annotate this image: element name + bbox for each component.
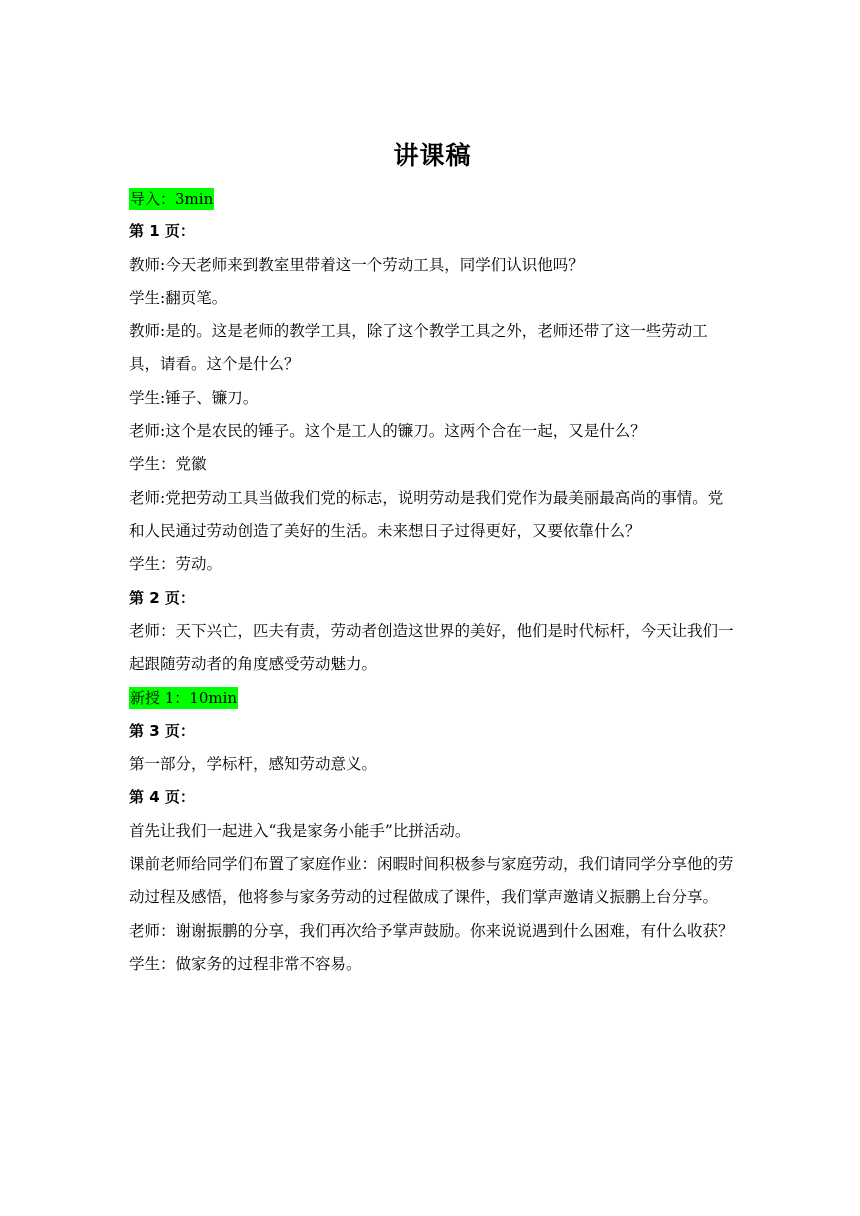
page-heading: 第 4 页： xyxy=(129,788,195,807)
document-title: 讲课稿 xyxy=(393,141,472,170)
dialogue-line: 学生：做家务的过程非常不容易。 xyxy=(129,954,362,973)
dialogue-line: 学生：劳动。 xyxy=(129,555,223,574)
page-heading: 第 2 页： xyxy=(129,588,195,607)
page-heading: 第 3 页： xyxy=(129,721,195,740)
dialogue-line: 学生:锤子、镰刀。 xyxy=(129,388,259,407)
highlighted-section-label: 导入：3min xyxy=(130,189,214,208)
page-heading: 第 1 页： xyxy=(129,222,195,241)
dialogue-line: 课前老师给同学们布置了家庭作业：闲暇时间积极参与家庭劳动，我们请同学分享他的劳动过程及感悟，他将参与家务劳动的过程做成了课件，我们掌声邀请义振鹏上台分享。 xyxy=(129,854,734,907)
dialogue-line: 老师：天下兴亡，匹夫有责，劳动者创造这世界的美好，他们是时代标杆，今天让我们一起跟随劳动者的角度感受劳动魅力。 xyxy=(129,621,734,674)
document-body xyxy=(129,138,734,981)
dialogue-line: 第一部分，学标杆，感知劳动意义。 xyxy=(129,755,378,774)
dialogue-line: 教师:是的。这是老师的教学工具，除了这个教学工具之外，老师还带了这一些劳动工具，请看。这个是什么？ xyxy=(129,322,708,374)
dialogue-line: 老师:这个是农民的锤子。这个是工人的镰刀。这两个合在一起，又是什么？ xyxy=(129,422,646,441)
dialogue-line: 教师:今天老师来到教室里带着这一个劳动工具，同学们认识他吗？ xyxy=(129,255,584,274)
dialogue-line: 学生：党徽 xyxy=(129,455,207,474)
dialogue-line: 老师：谢谢振鹏的分享，我们再次给予掌声鼓励。你来说说遇到什么困难，有什么收获？ xyxy=(129,921,734,940)
section-label-intro xyxy=(129,182,734,215)
dialogue-line: 老师:党把劳动工具当做我们党的标志，说明劳动是我们党作为最美丽最高尚的事情。党和人民通过劳动创造了美好的生活。未来想日子过得更好，又要依靠什么？ xyxy=(129,488,724,540)
dialogue-line: 学生:翻页笔。 xyxy=(129,288,228,307)
section-label-new-lesson xyxy=(129,681,734,714)
dialogue-line: 首先让我们一起进入“我是家务小能手”比拼活动。 xyxy=(129,821,471,840)
highlighted-section-label: 新授 1：10min xyxy=(130,689,238,708)
